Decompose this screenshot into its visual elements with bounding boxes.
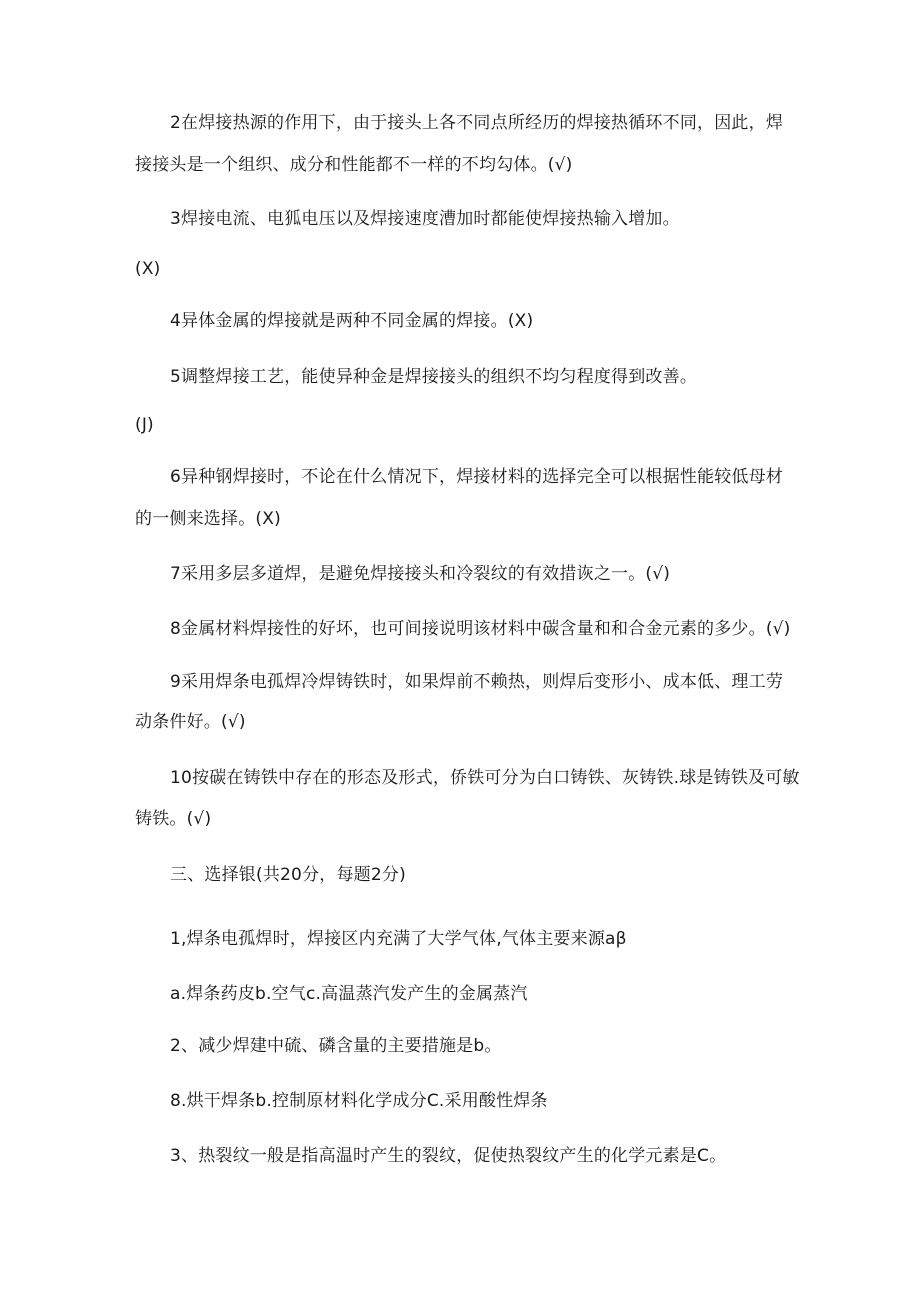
statement-3-line-1: 3焊接电流、电狐电压以及焊接速度漕加时都能使焊接热输入增加。 — [170, 209, 680, 229]
statement-9-line-1: 9采用焊条电孤焊冷焊铸铁时，如果焊前不赖热，则焊后变形小、成本低、理工劳 — [170, 672, 784, 692]
question-2: 2、减少焊建中硫、磷含量的主要措施是b。 — [170, 1036, 502, 1056]
statement-10-line-1: 10按碳在铸铁中存在的形态及形式，侨铁可分为白口铸铁、灰铸铁.球是铸铁及可敏 — [170, 768, 800, 788]
statement-5-answer: (J) — [135, 415, 154, 435]
statement-8: 8金属材料焊接性的好坏，也可间接说明该材料中碳含量和和合金元素的多少。(√) — [170, 619, 791, 639]
statement-3-answer: (X) — [135, 259, 161, 279]
question-1-options: a.焊条药皮b.空气c.高温蒸汽发产生的金属蒸汽 — [170, 984, 528, 1004]
statement-4: 4异体金属的焊接就是两种不同金属的焊接。(X) — [170, 311, 534, 331]
section-heading-multiple-choice: 三、选择银(共20分，每题2分) — [170, 865, 406, 885]
question-1: 1,焊条电孤焊时，焊接区内充满了大学气体,气体主要来源aβ — [170, 929, 627, 949]
statement-2-line-1: 2在焊接热源的作用下，由于接头上各不同点所经历的焊接热循环不同，因此，焊 — [170, 113, 784, 133]
statement-6-line-2: 的一侧来选择。(X) — [135, 509, 281, 529]
statement-6-line-1: 6异种钢焊接时，不论在什么情况下，焊接材料的选择完全可以根据性能较低母材 — [170, 467, 784, 487]
statement-7: 7采用多层多道焊，是避免焊接接头和冷裂纹的有效措诙之一。(√) — [170, 564, 671, 584]
statement-10-line-2: 铸铁。(√) — [135, 809, 212, 829]
question-3: 3、热裂纹一般是指高温时产生的裂纹，促使热裂纹产生的化学元素是C。 — [170, 1146, 727, 1166]
statement-2-line-2: 接接头是一个组织、成分和性能都不一样的不均勾体。(√) — [135, 155, 573, 175]
statement-5-line-1: 5调整焊接工艺，能使异种金是焊接接头的组织不均匀程度得到改善。 — [170, 367, 698, 387]
statement-9-line-2: 动条件好。(√) — [135, 712, 246, 732]
question-2-options: 8.烘干焊条b.控制原材料化学成分C.采用酸性焊条 — [170, 1091, 548, 1111]
